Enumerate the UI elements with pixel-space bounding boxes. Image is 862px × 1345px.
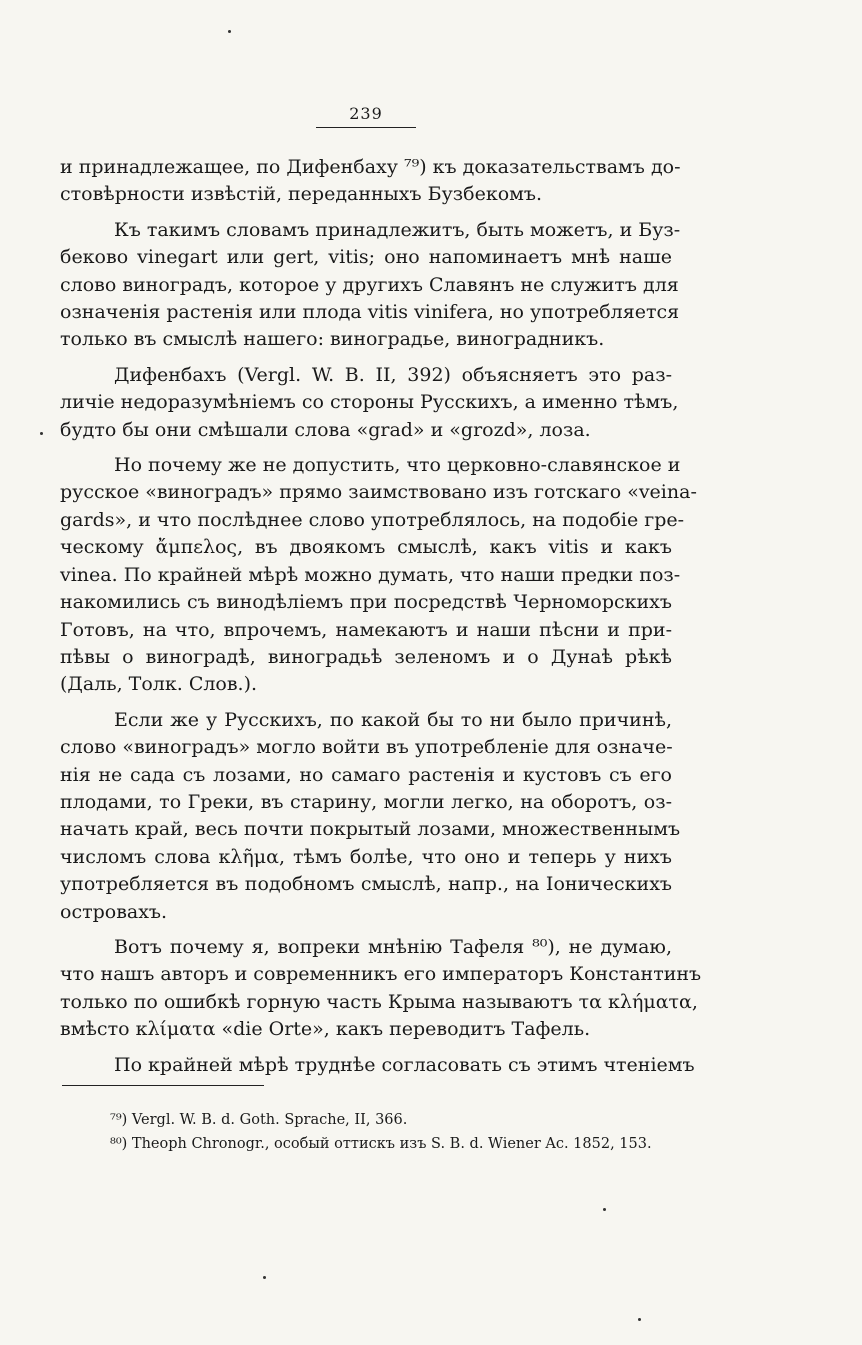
footnote: ⁷⁹) Vergl. W. B. d. Goth. Sprache, II, 366. [110,1112,408,1128]
text-line: вмѣсто κλίματα «die Orte», какъ переводитъ Тафель. [60,1018,591,1041]
text-line: Вотъ почему я, вопреки мнѣнію Тафеля ⁸⁰), не думаю, [114,935,672,958]
scan-speck [638,1318,641,1321]
paragraph [60,934,702,1044]
text-line: что нашъ авторъ и современникъ его императоръ Константинъ [60,963,702,986]
text-line: личіе недоразумѣніемъ со стороны Русскихъ, а именно тѣмъ, [60,391,679,414]
text-line: (Даль, Толк. Слов.). [60,673,258,696]
text-line: только въ смыслѣ нашего: виноградье, виноградникъ. [60,328,605,351]
body-text [60,154,702,1087]
text-line: нія не сада съ лозами, но самаго растенія и кустовъ съ его [60,763,672,786]
text-line: Но почему же не допустить, что церковно-славянское и [114,454,681,477]
text-line: накомились съ винодѣліемъ при посредствѣ Черноморскихъ [60,591,672,614]
text-line: vinea. По крайней мѣрѣ можно думать, что наши предки поз- [60,563,681,586]
text-line: Дифенбахъ (Vergl. W. B. II, 392) объясняетъ это раз- [114,363,672,386]
footnote: ⁸⁰) Theoph Chronogr., особый оттискъ изъ S. B. d. Wiener Ac. 1852, 153. [110,1136,652,1152]
text-line: употребляется въ подобномъ смыслѣ, напр., на Іоническихъ [60,873,672,896]
scan-speck [263,1276,266,1279]
footnotes [110,1108,672,1156]
text-line: слово виноградъ, которое у другихъ Славянъ не служитъ для [60,273,679,296]
paragraph [60,707,681,926]
text-line: пѣвы о виноградѣ, виноградьѣ зеленомъ и о Дунаѣ рѣкѣ [60,645,672,668]
scan-speck [40,432,43,435]
text-line: Готовъ, на что, впрочемъ, намекаютъ и наши пѣсни и при- [60,618,672,641]
text-line: только по ошибкѣ горную часть Крыма называютъ τα κλήματα, [60,990,698,1013]
text-line: ческому ἄμπελος, въ двоякомъ смыслѣ, какъ vitis и какъ [60,536,672,559]
text-line: означенія растенія или плода vitis vinifera, но употребляется [60,301,680,324]
paragraph [60,217,681,354]
scan-speck [228,30,231,33]
text-line: начать край, весь почти покрытый лозами, множественнымъ [60,818,681,841]
text-line: gards», и что послѣднее слово употреблялось, на подобіе гре- [60,508,685,531]
text-line: числомъ слова κλῆμα, тѣмъ болѣе, что оно и теперь у нихъ [60,845,672,868]
paragraph [60,154,681,209]
text-line: плодами, то Греки, въ старину, могли легко, на оборотъ, оз- [60,790,672,813]
page-number: 239 [349,104,383,123]
text-line: будто бы они смѣшали слова «grad» и «grozd», лоза. [60,418,591,441]
text-line: стовѣрности извѣстій, переданныхъ Бузбекомъ. [60,183,543,206]
text-line: Къ такимъ словамъ принадлежитъ, быть можетъ, и Буз- [114,218,681,241]
paragraph [60,1052,695,1079]
text-line: Если же у Русскихъ, по какой бы то ни было причинѣ, [114,708,672,731]
text-line: и принадлежащее, по Дифенбаху ⁷⁹) къ доказательствамъ до- [60,156,681,178]
text-line: русское «виноградъ» прямо заимствовано изъ готскаго «veina- [60,481,697,504]
header-rule [316,127,416,128]
text-line: По крайней мѣрѣ труднѣе согласовать съ этимъ чтеніемъ [114,1053,695,1076]
paragraph [60,362,679,444]
footnote-rule [62,1085,264,1086]
text-line: беково vinegart или gert, vitis; оно напоминаетъ мнѣ наше [60,246,672,269]
text-line: островахъ. [60,900,168,923]
paragraph [60,452,697,699]
scan-speck [603,1208,606,1211]
text-line: слово «виноградъ» могло войти въ употребленіе для означе- [60,736,673,759]
